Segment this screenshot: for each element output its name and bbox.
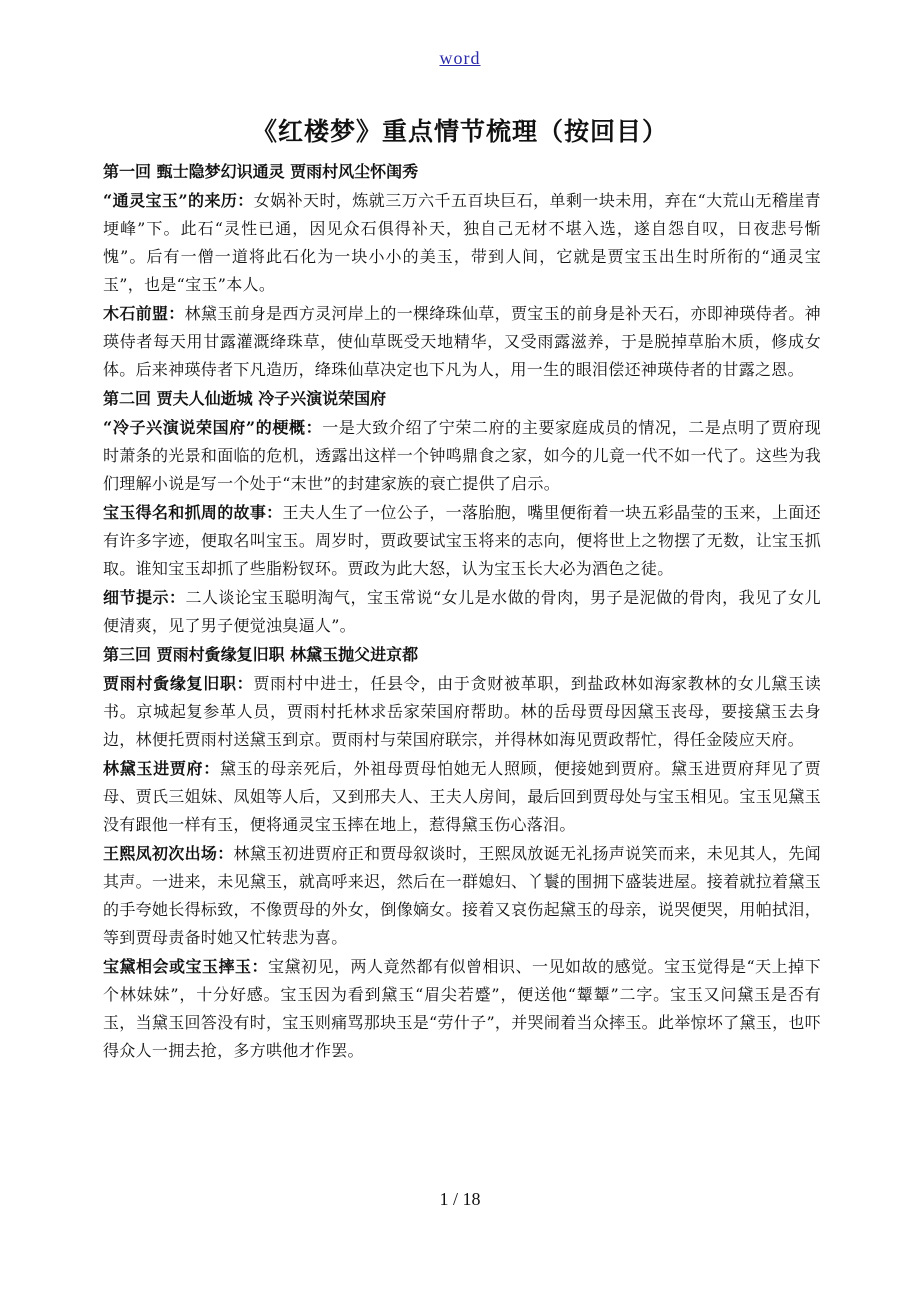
section-paragraph	[103, 840, 821, 952]
section-paragraph	[103, 300, 821, 384]
section-lead-label: 王熙凤初次出场：	[103, 844, 234, 863]
page-number: 1 / 18	[439, 1189, 481, 1209]
section-text: 林黛玉初进贾府正和贾母叙谈时，王熙凤放诞无礼扬声说笑而来，未见其人，先闻其声。一进来，未见黛玉，就高呼来迟，然后在一群媳妇、丫鬟的围拥下盛装进屋。接着就拉着黛玉的手夸她长得标致，不像贾母的外女，倒像嫡女。接着又哀伤起黛玉的母亲，说哭便哭，用帕拭泪，等到贾母责备时她又忙转悲为喜。	[103, 844, 821, 947]
section-lead-label: “冷子兴演说荣国府”的梗概：	[103, 418, 323, 437]
section-lead-label: “通灵宝玉”的来历：	[103, 191, 254, 210]
header-word-link[interactable]: word	[439, 48, 481, 68]
chapter-heading: 第二回 贾夫人仙逝城 冷子兴演说荣国府	[103, 389, 387, 408]
section-paragraph	[103, 499, 821, 583]
section-paragraph	[103, 414, 821, 498]
section-text: 二人谈论宝玉聪明淘气，宝玉常说“女儿是水做的骨肉，男子是泥做的骨肉，我见了女儿便清爽，见了男子便觉浊臭逼人”。	[103, 588, 821, 635]
section-text: 宝黛初见，两人竟然都有似曾相识、一见如故的感觉。宝玉觉得是“天上掉下个林妹妹”，十分好感。宝玉因为看到黛玉“眉尖若蹙”，便送他“颦颦”二字。宝玉又问黛玉是否有玉，当黛玉回答没有时，宝玉则痛骂那块玉是“劳什子”，并哭闹着当众摔玉。此举惊坏了黛玉，也吓得众人一拥去抢，多方哄他才作罢。	[103, 957, 821, 1060]
section-lead-label: 贾雨村夤缘复旧职：	[103, 674, 254, 693]
document-body	[103, 158, 821, 1066]
section-paragraph	[103, 584, 821, 640]
section-lead-label: 宝黛相会或宝玉摔玉：	[103, 957, 268, 976]
section-text: 贾雨村中进士，任县令，由于贪财被革职，到盐政林如海家教林的女儿黛玉读书。京城起复参革人员，贾雨村托林求岳家荣国府帮助。林的岳母贾母因黛玉丧母，要接黛玉去身边，林便托贾雨村送黛玉到京。贾雨村与荣国府联宗，并得林如海见贾政帮忙，得任金陵应天府。	[103, 674, 822, 749]
document-title: 《红楼梦》重点情节梳理（按回目）	[251, 117, 668, 146]
chapter-heading: 第三回 贾雨村夤缘复旧职 林黛玉抛父进京都	[103, 645, 419, 664]
section-lead-label: 宝玉得名和抓周的故事：	[103, 503, 283, 522]
chapter-heading: 第一回 甄士隐梦幻识通灵 贾雨村风尘怀闺秀	[103, 162, 419, 181]
section-text: 女娲补天时，炼就三万六千五百块巨石，单剩一块未用，弃在“大荒山无稽崖青埂峰”下。此石“灵性已通，因见众石俱得补天，独自己无材不堪入选，遂自怨自叹，日夜悲号惭愧”。后有一僧一道将此石化为一块小小的美玉，带到人间，它就是贾宝玉出生时所衔的“通灵宝玉”，也是“宝玉”本人。	[103, 191, 821, 294]
section-text: 一是大致介绍了宁荣二府的主要家庭成员的情况，二是点明了贾府现时萧条的光景和面临的危机，透露出这样一个钟鸣鼎食之家，如今的儿竟一代不如一代了。这些为我们理解小说是写一个处于“末世”的封建家族的衰亡提供了启示。	[103, 418, 821, 493]
section-lead-label: 林黛玉进贾府：	[103, 759, 220, 778]
section-paragraph	[103, 755, 821, 839]
section-text: 王夫人生了一位公子，一落胎胞，嘴里便衔着一块五彩晶莹的玉来，上面还有许多字迹，便取名叫宝玉。周岁时，贾政要试宝玉将来的志向，便将世上之物摆了无数，让宝玉抓取。谁知宝玉却抓了些脂粉钗环。贾政为此大怒，认为宝玉长大必为酒色之徒。	[103, 503, 821, 578]
section-text: 林黛玉前身是西方灵河岸上的一棵绛珠仙草，贾宝玉的前身是补天石，亦即神瑛侍者。神瑛侍者每天用甘露灌溉绛珠草，使仙草既受天地精华，又受雨露滋养，于是脱掉草胎木质，修成女体。后来神瑛侍者下凡造历，绛珠仙草决定也下凡为人，用一生的眼泪偿还神瑛侍者的甘露之恩。	[103, 304, 821, 379]
section-text: 黛玉的母亲死后，外祖母贾母怕她无人照顾，便接她到贾府。黛玉进贾府拜见了贾母、贾氏三姐妹、凤姐等人后，又到邢夫人、王夫人房间，最后回到贾母处与宝玉相见。宝玉见黛玉没有跟他一样有玉，便将通灵宝玉摔在地上，惹得黛玉伤心落泪。	[103, 759, 821, 834]
section-paragraph	[103, 670, 821, 754]
section-lead-label: 木石前盟：	[103, 304, 185, 323]
section-paragraph	[103, 187, 821, 299]
section-lead-label: 细节提示：	[103, 588, 186, 607]
section-paragraph	[103, 953, 821, 1065]
